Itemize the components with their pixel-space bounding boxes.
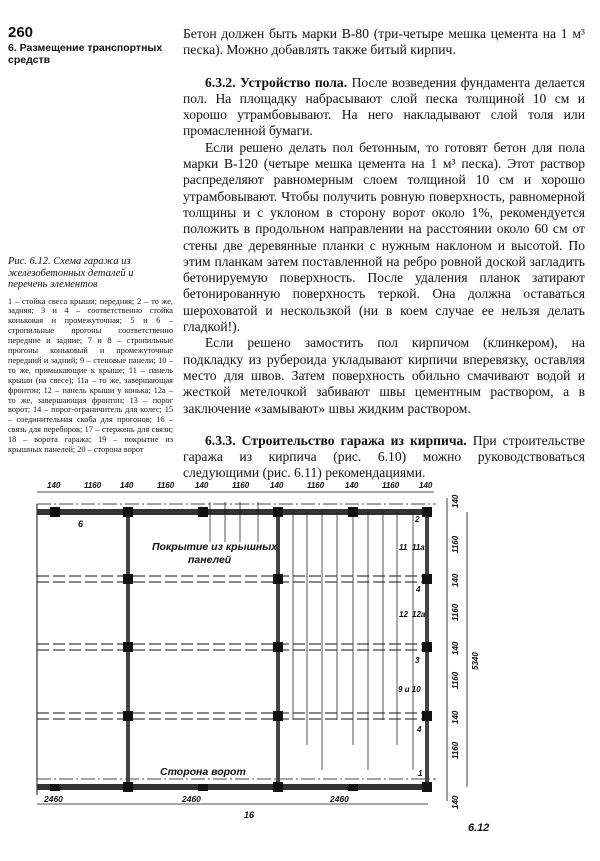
right-dimension: 1160 (451, 603, 460, 621)
post-node (348, 784, 358, 791)
top-dimension: 140 (419, 481, 433, 490)
column-node (422, 507, 432, 517)
column-node (422, 642, 432, 652)
paragraph-concrete-floor: Если решено делать пол бетонным, то готовят бетон для пола марки В-120 (четыре мешка цемента на 1 м³ песка). Этот раствор распределяют равномерным слоем толщиной 10 см и хорошо утрамбовывают. Чтобы получить ровную поверхность, равномерной толщины и с уклоном в сторону ворот около 1%, рекомендуется положить в продольном направлении на расстоянии около 60 см от стены две деревянные планки с нужным наклоном и высотой. По этим планкам затем поставленной на ребро ровной доской загладить бетонируемую поверхность. После удаления планок затирают бетонированную поверхность теркой. Она должна оставаться шероховатой и нескользкой (ни в коем случае ее нельзя делать гладкой!). (183, 139, 585, 335)
post-node (50, 784, 60, 791)
label-3: 3 (415, 656, 420, 665)
caption-legend: 1 – стойка свеса крыши; передняя; 2 – то же, задняя; 3 и 4 – соответственно стойка коньковая и промежуточная; 5 и 6 – стропильные прогоны соответственно передние и задние; 7 и 8 – стропильные прогоны коньковый и промежуточные передний и задний; 9 – стеновые панели; 10 – то же, примыкающие к крыше; 11 – панель крыши (на свесе); 11а – то же, завершающая фронтон; 12 – панель крыши у конька; 12а – то же, завершающая фронтон; 13 – порог ворот; 14 – порог-ограничитель для колес; 15 – соединительная скоба для прогонов; 16 – связь для переборов; 17 – стержень для связи; 18 – ворота гаража; 19 – покрытие из крышных панелей; 20 – сторона ворот (8, 296, 173, 455)
label-4b: 4 (417, 725, 422, 734)
paragraph-concrete: Бетон должен быть марки В-80 (три-четыре мешка цемента на 1 м³ песка). Можно добавлять также битый кирпич. (183, 26, 585, 58)
roof-label-2: панелей (188, 554, 232, 566)
beam (37, 509, 430, 515)
plan-structure (37, 492, 467, 804)
label-11: 11 (399, 543, 408, 552)
top-dimension: 1160 (232, 481, 250, 490)
column-node (273, 507, 283, 517)
section-text: После возведения фундамента делается пол. На площадку набрасывают слой песка толщиной 10 см и хорошо утрамбовывают. На него накладывают слой толя или промасленной бумаги. (183, 74, 585, 139)
bottom-dimension: 2460 (330, 794, 349, 804)
figure-number: 6.12 (468, 822, 490, 834)
top-dimension: 140 (345, 481, 359, 490)
section-heading: 6.3.3. Строительство гаража из кирпича. (205, 432, 467, 448)
column-node (123, 574, 133, 584)
column-node (123, 711, 133, 721)
label-2: 2 (415, 515, 420, 524)
right-dimension: 1160 (451, 741, 460, 759)
column-node (273, 642, 283, 652)
top-dimension: 140 (120, 481, 134, 490)
column-node (422, 711, 432, 721)
column-node (273, 782, 283, 792)
running-head: 6. Размещение транспортных средств (8, 42, 163, 66)
top-dimension: 140 (47, 481, 61, 490)
roof-label-1: Покрытие из крышных (152, 541, 278, 553)
column-node (273, 711, 283, 721)
top-dimension: 140 (195, 481, 209, 490)
post-node (50, 507, 60, 517)
post-node (198, 784, 208, 791)
right-dimension: 1160 (451, 535, 460, 553)
gate-side-label: Сторона ворот (160, 766, 246, 778)
top-dimension: 140 (270, 481, 284, 490)
section-text: При строительстве гаража из кирпича (рис. 6.10) можно руководствоваться следующими (рис. 6.11) рекомендациями. (183, 432, 585, 481)
column-node (422, 574, 432, 584)
paragraph-brick-floor: Если решено замостить пол кирпичом (клинкером), на подкладку из рубероида укладывают кирпичи вперевязку, оставляя место для швов. Затем поверхность обильно смачивают водой и жесткой метелочкой забивают швы цементным раствором, а в заключение «замывают» швы жидким раствором. (183, 335, 585, 416)
column-node (123, 642, 133, 652)
right-dimension: 140 (451, 710, 460, 724)
right-dimension: 140 (451, 573, 460, 587)
label-12: 12 (399, 610, 408, 619)
right-dimension: 140 (451, 641, 460, 655)
right-dimension: 1160 (451, 671, 460, 689)
top-dimension: 1160 (84, 481, 102, 490)
label-4a: 4 (416, 585, 421, 594)
label-6: 6 (78, 519, 84, 529)
label-11a: 11a (412, 543, 425, 552)
label-12a: 12a (412, 610, 426, 619)
bottom-dimension: 2460 (44, 794, 63, 804)
right-dimension: 140 (451, 795, 460, 809)
top-dimension: 1160 (382, 481, 400, 490)
label-16: 16 (244, 810, 255, 820)
label-1: 1 (418, 769, 423, 778)
column-node (123, 507, 133, 517)
total-dimension: 5340 (471, 652, 480, 670)
dimension-labels (43, 481, 480, 809)
main-text (183, 26, 585, 482)
caption-title: Рис. 6.12. Схема гаража из железобетонных деталей и перечень элементов (8, 256, 134, 290)
column-node (422, 782, 432, 792)
beam (37, 784, 430, 790)
section-heading: 6.3.2. Устройство пола. (205, 74, 348, 90)
label-9-10: 9 и 10 (398, 685, 421, 694)
bottom-dimension: 2460 (182, 794, 201, 804)
garage-plan-drawing (0, 470, 600, 861)
page-number: 260 (8, 24, 34, 41)
figure-caption (8, 256, 173, 455)
top-dimension: 1160 (307, 481, 325, 490)
post-node (198, 507, 208, 517)
column-node (273, 574, 283, 584)
section-6-3-2 (183, 75, 585, 140)
column-node (123, 782, 133, 792)
top-dimension: 1160 (157, 481, 175, 490)
right-dimension: 140 (451, 494, 460, 508)
